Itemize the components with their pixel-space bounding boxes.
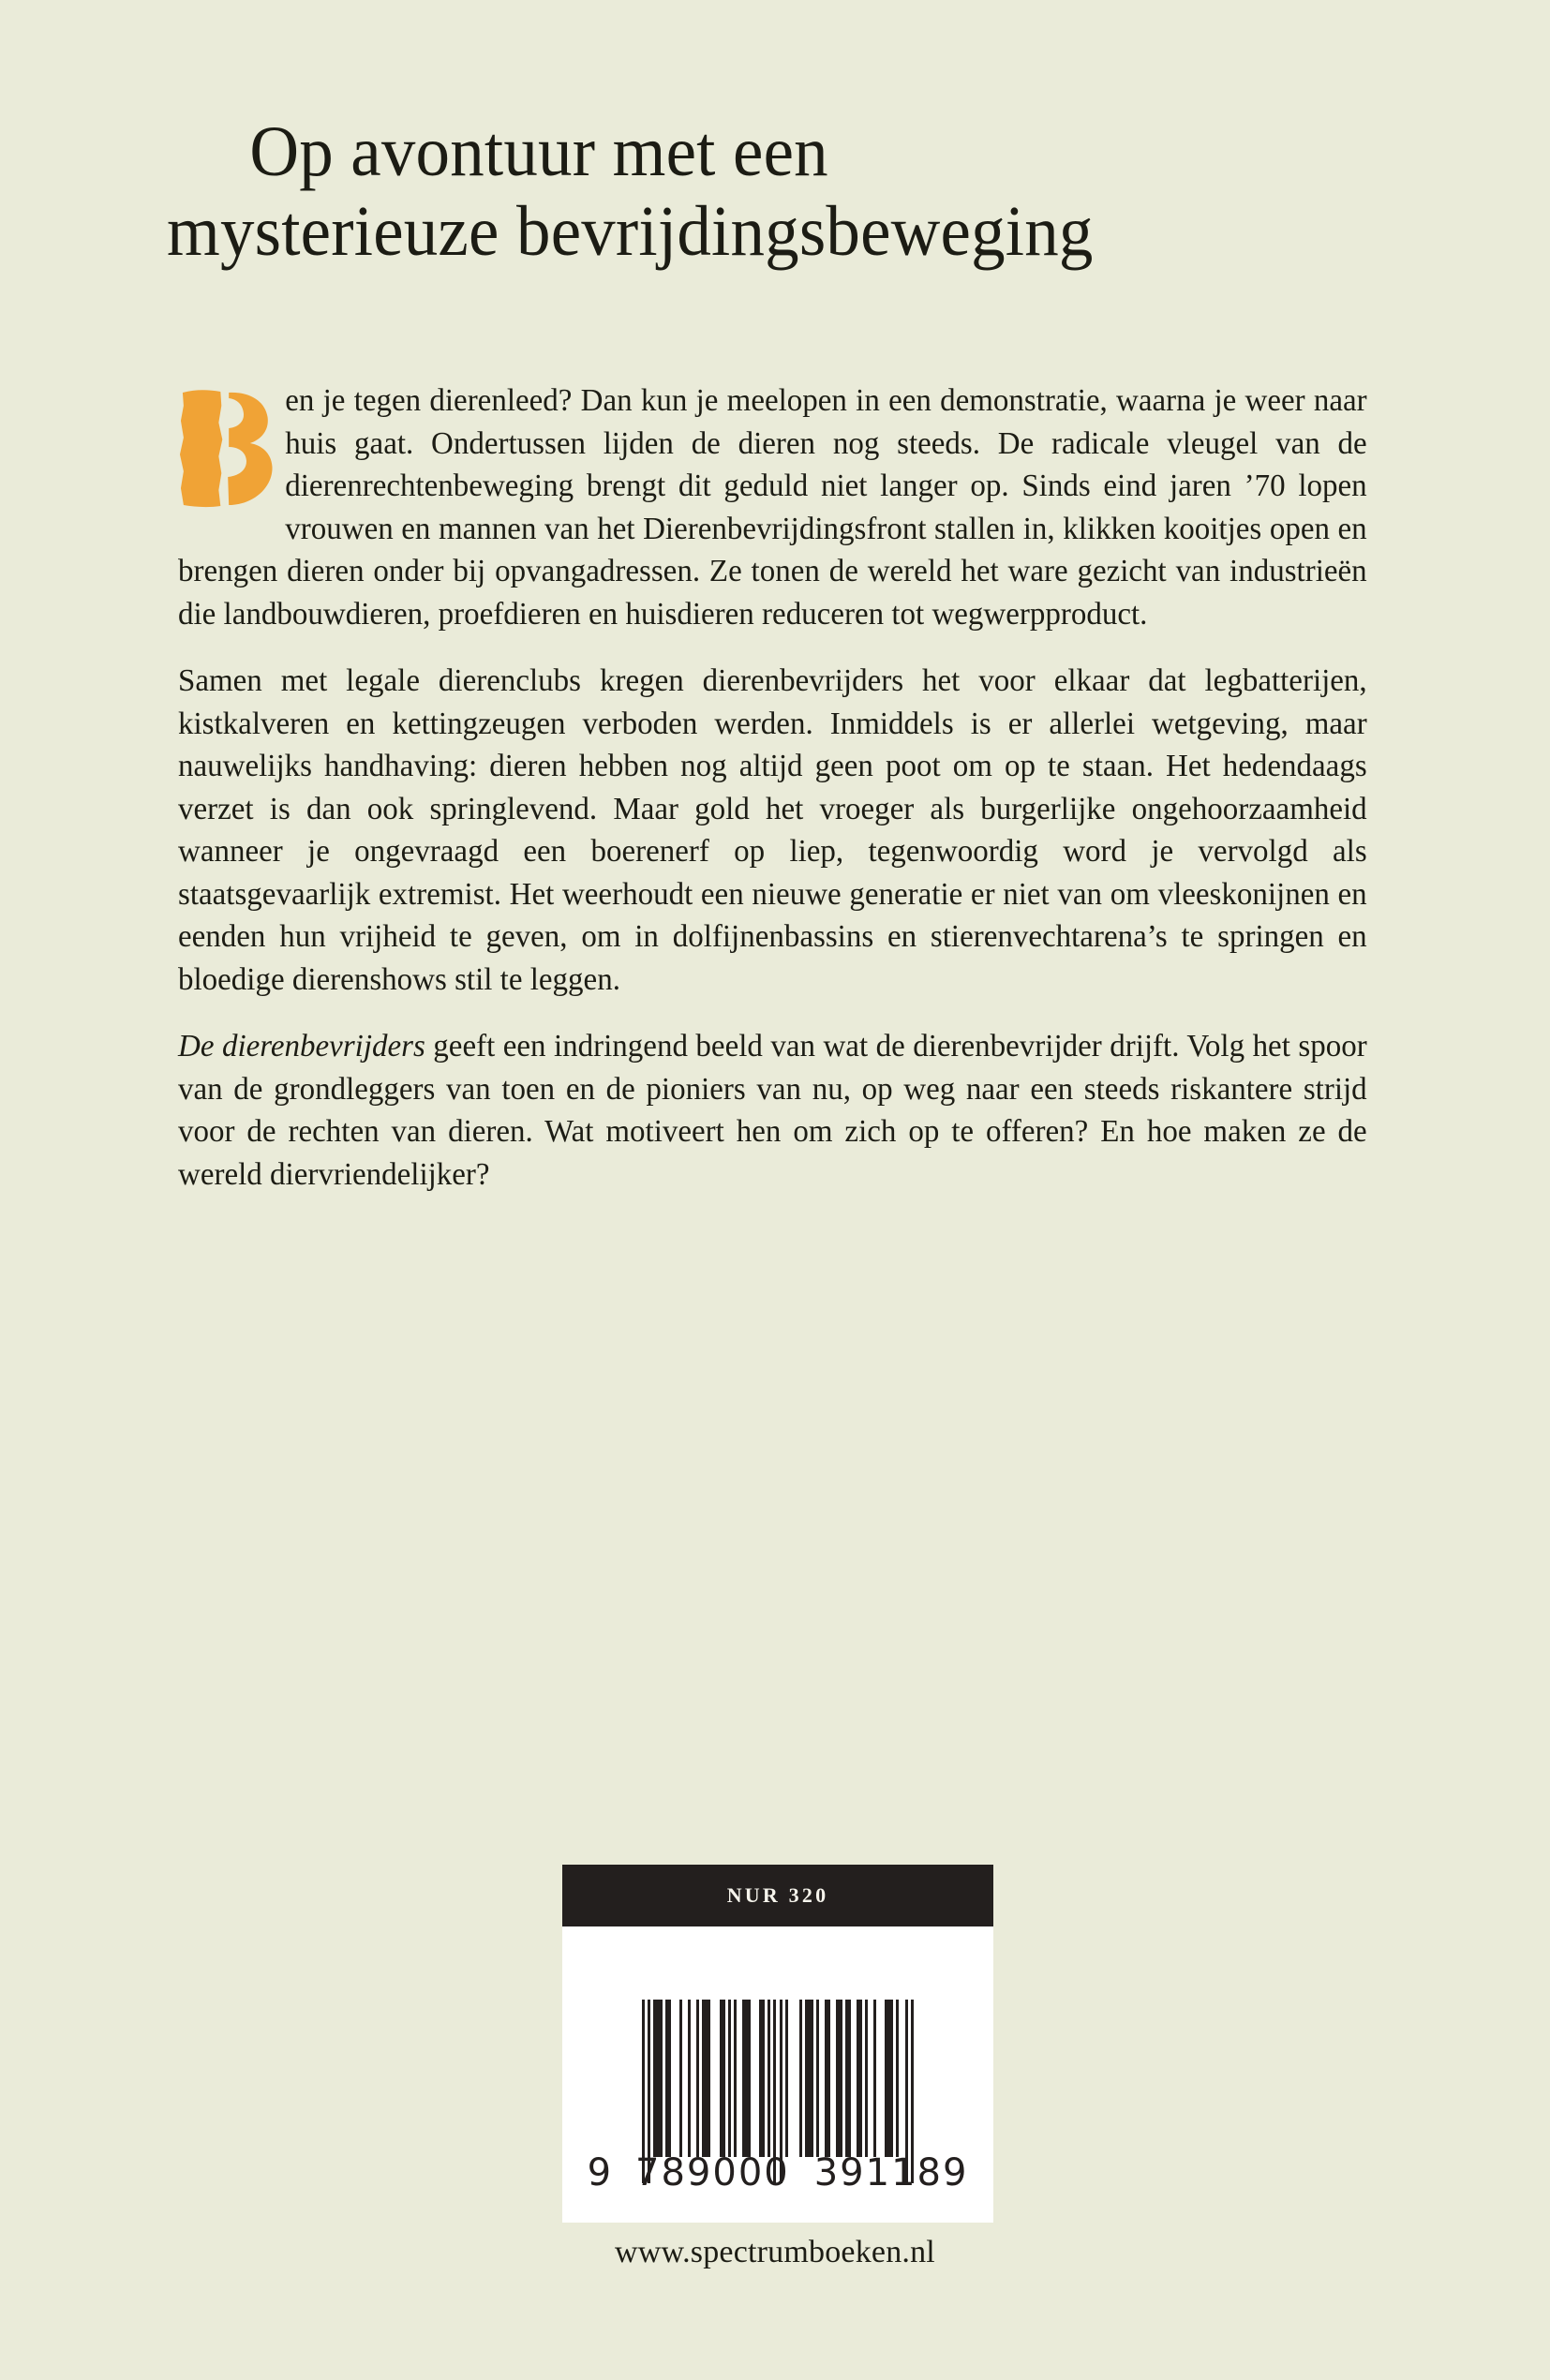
- isbn-digits: [562, 2151, 993, 2194]
- page-title: [167, 112, 1385, 272]
- book-title-italic: De dierenbevrijders: [178, 1029, 425, 1064]
- barcode-area: [562, 1926, 993, 2223]
- blurb-paragraph-1: [178, 379, 1367, 635]
- barcode-bars: [562, 2000, 993, 2157]
- isbn-group-2: 789000: [635, 2151, 790, 2194]
- title-line-2: mysterieuze bevrijdingsbeweging: [167, 192, 1094, 272]
- blurb-paragraph-1-text: en je tegen dierenleed? Dan kun je meelopen in een demonstratie, waarna je weer naar huis gaat. Ondertussen lijden de dieren nog steeds. De radicale vleugel van de dierenrechtenbeweging brengt dit geduld niet langer op. Sinds eind jaren ’70 lopen vrouwen en mannen van het Dierenbevrijdingsfront stallen in, klikken kooitjes open en brengen dieren onder bij opvangadressen. Ze tonen de wereld het ware gezicht van industrieën die landbouwdieren, proefdieren en huisdieren reduceren tot wegwerpproduct.: [178, 383, 1367, 632]
- publisher-website[interactable]: www.spectrumboeken.nl: [615, 2235, 935, 2269]
- drop-cap-b: [178, 387, 274, 509]
- nur-header: [562, 1865, 993, 1926]
- title-line-1: Op avontuur met een: [249, 112, 828, 191]
- barcode-block: [562, 1865, 993, 2223]
- blurb-paragraph-3: [178, 1025, 1367, 1196]
- blurb-paragraph-2: Samen met legale dierenclubs kregen dierenbevrijders het voor elkaar dat legbatterijen, kistkalveren en kettingzeugen verboden werden. Inmiddels is er allerlei wetgeving, maar nauwelijks handhaving: dieren hebben nog altijd geen poot om op te staan. Het hedendaags verzet is dan ook springlevend. Maar gold het vroeger als burgerlijke ongehoorzaamheid wanneer je ongevraagd een boerenerf op liep, tegenwoordig word je vervolgd als staatsgevaarlijk extremist. Het weerhoudt een nieuwe generatie er niet van om vleeskonijnen en eenden hun vrijheid te geven, om in dolfijnenbassins en stierenvechtarena’s te springen en bloedige dierenshows stil te leggen.: [178, 663, 1367, 997]
- nur-label: NUR 320: [726, 1883, 829, 1907]
- blurb-text: [178, 379, 1385, 1196]
- isbn-group-1: 9: [587, 2151, 614, 2194]
- blurb-paragraph-3-rest: geeft een indringend beeld van wat de dierenbevrijder drijft. Volg het spoor van de grondleggers van toen en de pioniers van nu, op weg naar een steeds riskantere strijd voor de rechten van dieren. Wat motiveert hen om zich op te offeren? En hoe maken ze de wereld diervriendelijker?: [178, 1029, 1367, 1192]
- isbn-group-3: 391189: [813, 2151, 969, 2194]
